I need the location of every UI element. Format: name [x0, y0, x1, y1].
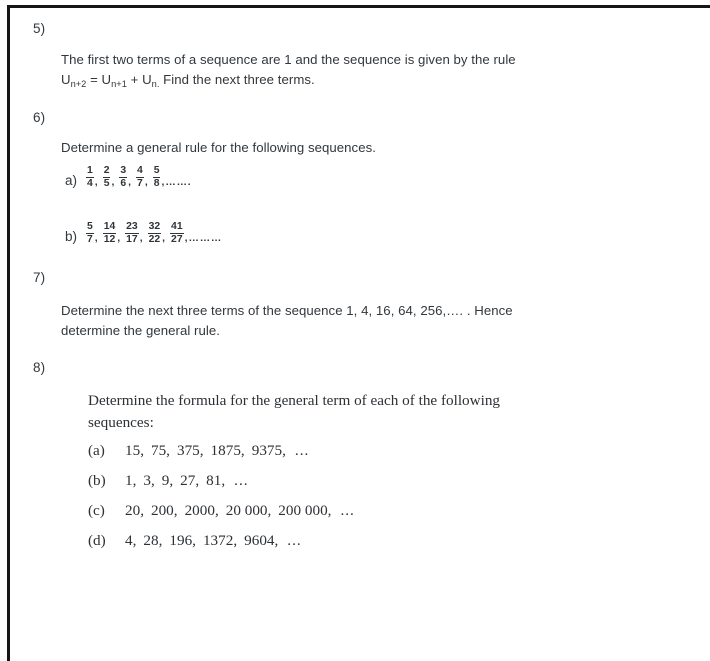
- question-8-sequence-c: [88, 502, 355, 520]
- fraction-denominator: 7: [87, 234, 93, 245]
- fraction-numerator: 2: [103, 165, 110, 176]
- sequence-ellipsis: ...: [340, 502, 355, 519]
- sequence-value: 1875,: [210, 442, 245, 459]
- sequence-value: 9375,: [251, 442, 286, 459]
- sequence-d-label: (d): [88, 532, 106, 549]
- formula-term1-base: U: [101, 71, 112, 87]
- sequence-value: 28,: [143, 532, 163, 549]
- question-7-number: 7): [33, 270, 46, 285]
- fraction-separator: ,: [184, 233, 188, 244]
- fraction: [153, 165, 161, 190]
- question-6-prompt: Determine a general rule for the following sequences.: [61, 140, 376, 155]
- question-7-line-1: Determine the next three terms of the sequence 1, 4, 16, 64, 256,…. . Hence: [61, 303, 513, 318]
- fraction-numerator: 3: [120, 165, 127, 176]
- sequence-value: 9,: [161, 472, 174, 489]
- part-b-fractions: [86, 221, 222, 246]
- part-b-ellipsis: ………: [188, 233, 223, 244]
- sequence-value: 81,: [206, 472, 226, 489]
- fraction-denominator: 22: [148, 234, 161, 245]
- sequence-d-values: [125, 532, 302, 549]
- sequence-value: 1372,: [202, 532, 238, 549]
- sequence-a-label: (a): [88, 442, 105, 459]
- sequence-value: 9604,: [244, 532, 279, 549]
- fraction-separator: ,: [162, 233, 166, 244]
- question-6-part-b: [65, 221, 222, 246]
- formula-lhs-base: U: [61, 71, 71, 87]
- fraction-separator: ,: [111, 177, 115, 188]
- fraction-numerator: 5: [87, 221, 93, 232]
- question-6-number: 6): [33, 110, 46, 125]
- question-8-prompt: [88, 390, 598, 434]
- sequence-value: 196,: [169, 532, 196, 549]
- fraction-numerator: 41: [171, 221, 183, 232]
- sequence-value: 4,: [125, 532, 137, 549]
- question-5-line-2-tail: Find the next three terms.: [159, 71, 315, 87]
- fraction-separator: ,: [144, 177, 148, 188]
- fraction: [136, 165, 144, 190]
- fraction-separator: ,: [161, 177, 165, 188]
- sequence-value: 375,: [176, 442, 204, 459]
- fraction-separator: ,: [117, 233, 121, 244]
- part-a-fractions: [86, 165, 191, 190]
- fraction-denominator: 8: [153, 178, 160, 189]
- question-8-prompt-line-1: Determine the formula for the general term of each of the following: [88, 392, 501, 409]
- question-5-formula: [61, 72, 315, 87]
- fraction-separator: ,: [128, 177, 132, 188]
- fraction-denominator: 7: [137, 178, 143, 189]
- formula-term2-sub: n.: [151, 78, 160, 89]
- fraction: [103, 165, 111, 190]
- sequence-b-label: (b): [88, 472, 106, 489]
- sequence-value: 3,: [143, 472, 155, 489]
- sequence-c-label: (c): [88, 502, 105, 519]
- fraction-numerator: 32: [148, 221, 161, 232]
- sequence-value: 200,: [150, 502, 178, 519]
- sequence-ellipsis: ...: [234, 472, 249, 489]
- part-a-ellipsis: …….: [165, 177, 192, 188]
- question-5-line-1: The first two terms of a sequence are 1 and the sequence is given by the rule: [61, 52, 516, 67]
- question-7-text: [61, 301, 601, 340]
- question-8-number: 8): [33, 360, 46, 375]
- question-5-number: 5): [33, 21, 46, 36]
- fraction: [125, 221, 139, 246]
- question-8-sequence-d: [88, 532, 302, 550]
- fraction-numerator: 5: [153, 165, 160, 176]
- sequence-ellipsis: ...: [294, 442, 310, 459]
- sequence-value: 75,: [150, 442, 170, 459]
- fraction: [103, 221, 117, 246]
- fraction-denominator: 5: [103, 178, 110, 189]
- fraction: [86, 221, 94, 246]
- question-8-sequence-a: [88, 442, 309, 460]
- sequence-value: 200 000,: [278, 502, 332, 519]
- fraction-separator: ,: [139, 233, 143, 244]
- sequence-value: 27,: [180, 472, 200, 489]
- sequence-value: 2000,: [184, 502, 219, 519]
- question-7-line-2: determine the general rule.: [61, 322, 220, 338]
- fraction-separator: ,: [94, 177, 98, 188]
- formula-term1-sub: n+1: [111, 78, 127, 89]
- sequence-value: 1,: [125, 472, 137, 489]
- fraction-numerator: 14: [103, 221, 116, 232]
- formula-equals: =: [86, 71, 102, 87]
- sequence-value: 20,: [125, 502, 144, 519]
- sequence-value: 15,: [125, 442, 144, 459]
- sequence-c-values: [125, 502, 355, 519]
- sequence-a-values: [125, 442, 309, 459]
- fraction: [119, 165, 127, 190]
- fraction-denominator: 12: [103, 234, 116, 245]
- sequence-b-values: [125, 472, 249, 489]
- part-b-label: b): [65, 228, 78, 244]
- worksheet-page: [7, 5, 710, 661]
- fraction: [148, 221, 162, 246]
- sequence-ellipsis: ...: [287, 532, 302, 549]
- fraction-denominator: 27: [171, 234, 183, 245]
- fraction-denominator: 4: [87, 178, 93, 189]
- part-a-label: a): [65, 172, 78, 188]
- question-8-prompt-line-2: sequences:: [88, 414, 154, 431]
- fraction: [86, 165, 94, 190]
- question-8-sequence-b: [88, 472, 249, 490]
- formula-lhs-sub: n+2: [70, 78, 87, 89]
- question-5-text: [61, 50, 561, 89]
- fraction-denominator: 6: [120, 178, 127, 189]
- fraction-numerator: 1: [87, 165, 93, 176]
- fraction-numerator: 23: [126, 221, 138, 232]
- fraction-separator: ,: [94, 233, 98, 244]
- fraction-denominator: 17: [126, 234, 138, 245]
- question-6-part-a: [65, 165, 191, 190]
- formula-plus: +: [126, 71, 143, 87]
- fraction: [170, 221, 184, 246]
- fraction-numerator: 4: [137, 165, 143, 176]
- formula-term2-base: U: [142, 71, 152, 87]
- sequence-value: 20 000,: [225, 502, 272, 519]
